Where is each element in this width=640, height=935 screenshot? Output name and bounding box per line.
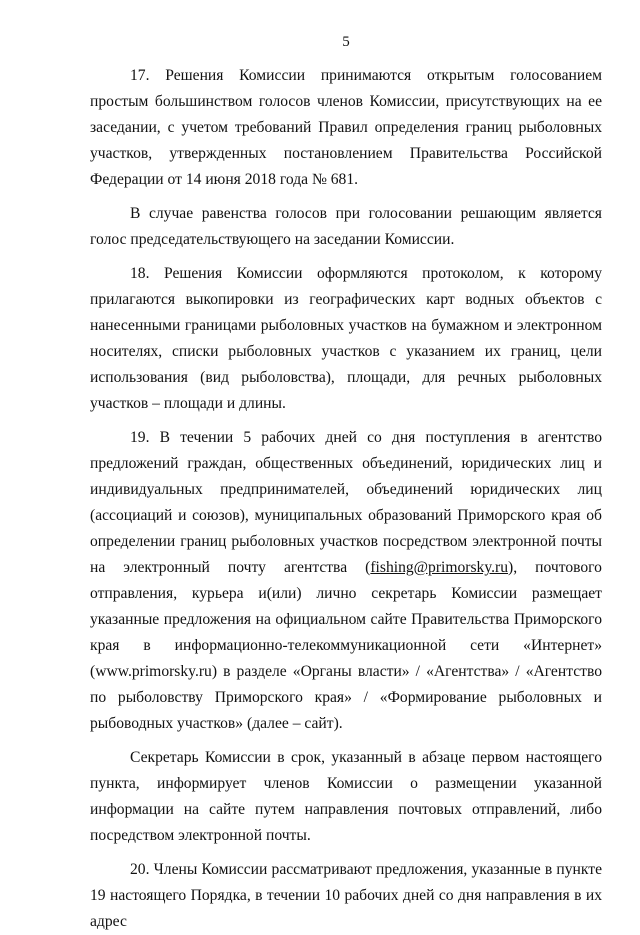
paragraph-19 [90,425,602,737]
paragraph-17: 17. Решения Комиссии принимаются открытым голосованием простым большинством голосов членов Комиссии, присутствующих на ее заседании, с учетом требований Правил определения границ рыболовных участков, утвержденных постановлением Правительства Российской Федерации от 14 июня 2018 года № 681. [90,67,602,188]
paragraph-17-tie-vote: В случае равенства голосов при голосовании решающим является голос председательствующего на заседании Комиссии. [90,205,602,248]
paragraph-19-secretary: Секретарь Комиссии в срок, указанный в абзаце первом настоящего пункта, информирует членов Комиссии о размещении указанной информации на сайте путем направления почтовых отправлений, либо посредством электронной почты. [90,749,602,844]
page-number: 5 [342,34,350,50]
paragraph-19-text-end: ), почтового отправления, курьера и(или) лично секретарь Комиссии размещает указанные предложения на официальном сайте Правительства Приморского края в информационно-телекоммуникационной сети «Интернет» (www.primorsky.ru) в разделе «Органы власти» / «Агентства» / «Агентство по рыболовству Приморского края» / «Формирование рыболовных и рыбоводных участков» (далее – сайт). [90,559,602,732]
email-link[interactable]: fishing@primorsky.ru [370,559,509,576]
paragraph-18: 18. Решения Комиссии оформляются протоколом, к которому прилагаются выкопировки из географических карт водных объектов с нанесенными границами рыболовных участков на бумажном и электронном носителях, списки рыболовных участков с указанием их границ, цели использования (вид рыболовства), площади, для речных рыболовных участков – площади и длины. [90,265,602,412]
paragraph-19-text-start: 19. В течении 5 рабочих дней со дня поступления в агентство предложений граждан, общественных объединений, юридических лиц и индивидуальных предпринимателей, объединений юридических лиц (ассоциаций и союзов), муниципальных образований Приморского края об определении границ рыболовных участков посредством электронной почты на электронный почту агентства ( [90,429,602,576]
paragraph-20: 20. Члены Комиссии рассматривают предложения, указанные в пункте 19 настоящего Порядка, в течении 10 рабочих дней со дня направления в их адрес [90,861,602,930]
